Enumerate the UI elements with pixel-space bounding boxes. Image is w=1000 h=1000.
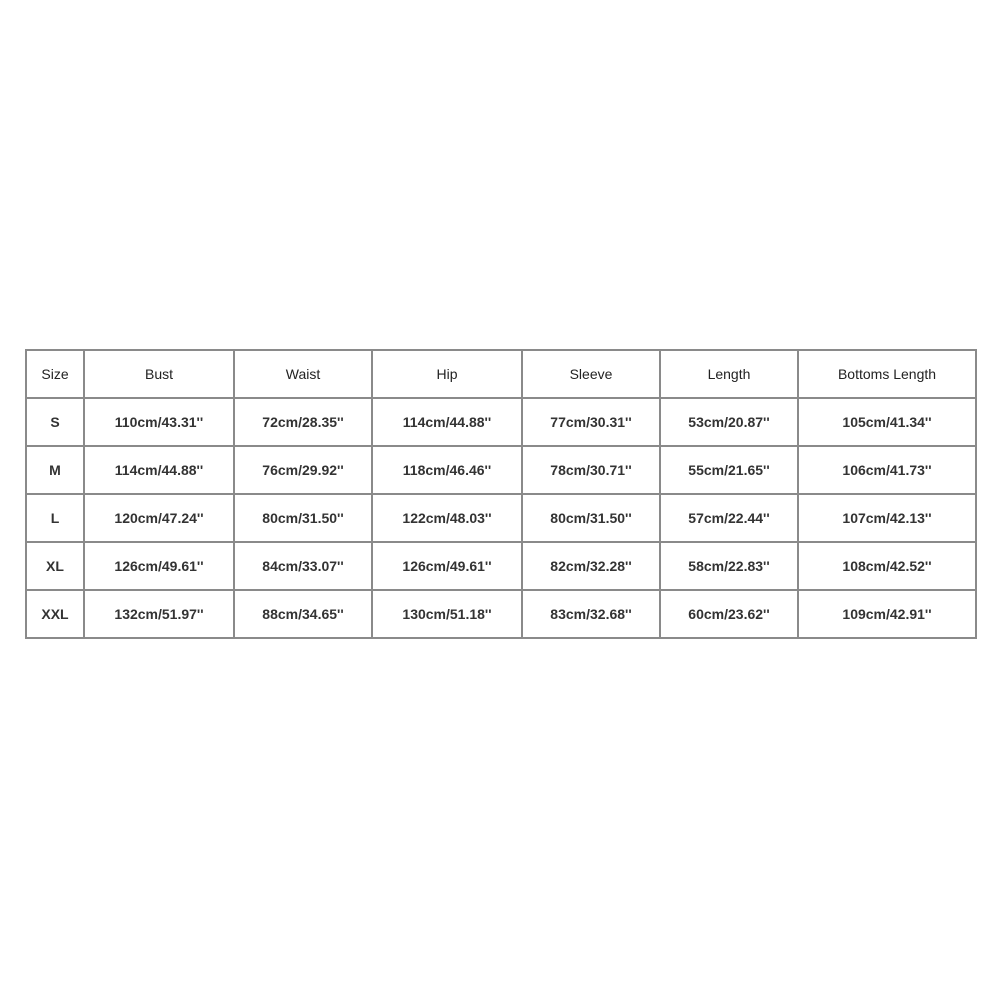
waist-cell: 84cm/33.07'' [234,542,372,590]
size-cell: XL [26,542,84,590]
hip-cell: 122cm/48.03'' [372,494,522,542]
sleeve-cell: 78cm/30.71'' [522,446,660,494]
waist-cell: 88cm/34.65'' [234,590,372,638]
bottoms-length-cell: 106cm/41.73'' [798,446,976,494]
table-row [26,398,976,446]
waist-cell: 72cm/28.35'' [234,398,372,446]
header-row [26,350,976,398]
waist-cell: 80cm/31.50'' [234,494,372,542]
bottoms-length-cell: 107cm/42.13'' [798,494,976,542]
length-cell: 58cm/22.83'' [660,542,798,590]
table-row [26,542,976,590]
table-row [26,494,976,542]
bottoms-length-cell: 109cm/42.91'' [798,590,976,638]
length-cell: 55cm/21.65'' [660,446,798,494]
bust-cell: 126cm/49.61'' [84,542,234,590]
header-hip: Hip [372,350,522,398]
sleeve-cell: 82cm/32.28'' [522,542,660,590]
header-sleeve: Sleeve [522,350,660,398]
sleeve-cell: 83cm/32.68'' [522,590,660,638]
bust-cell: 120cm/47.24'' [84,494,234,542]
table-row [26,590,976,638]
hip-cell: 130cm/51.18'' [372,590,522,638]
length-cell: 57cm/22.44'' [660,494,798,542]
size-cell: XXL [26,590,84,638]
bust-cell: 114cm/44.88'' [84,446,234,494]
waist-cell: 76cm/29.92'' [234,446,372,494]
size-cell: M [26,446,84,494]
hip-cell: 118cm/46.46'' [372,446,522,494]
header-size: Size [26,350,84,398]
hip-cell: 126cm/49.61'' [372,542,522,590]
length-cell: 60cm/23.62'' [660,590,798,638]
bottoms-length-cell: 108cm/42.52'' [798,542,976,590]
size-cell: L [26,494,84,542]
header-bottoms-length: Bottoms Length [798,350,976,398]
length-cell: 53cm/20.87'' [660,398,798,446]
bottoms-length-cell: 105cm/41.34'' [798,398,976,446]
hip-cell: 114cm/44.88'' [372,398,522,446]
header-bust: Bust [84,350,234,398]
sleeve-cell: 80cm/31.50'' [522,494,660,542]
header-waist: Waist [234,350,372,398]
bust-cell: 132cm/51.97'' [84,590,234,638]
size-cell: S [26,398,84,446]
bust-cell: 110cm/43.31'' [84,398,234,446]
table-row [26,446,976,494]
sleeve-cell: 77cm/30.31'' [522,398,660,446]
size-chart-table [25,349,977,639]
header-length: Length [660,350,798,398]
